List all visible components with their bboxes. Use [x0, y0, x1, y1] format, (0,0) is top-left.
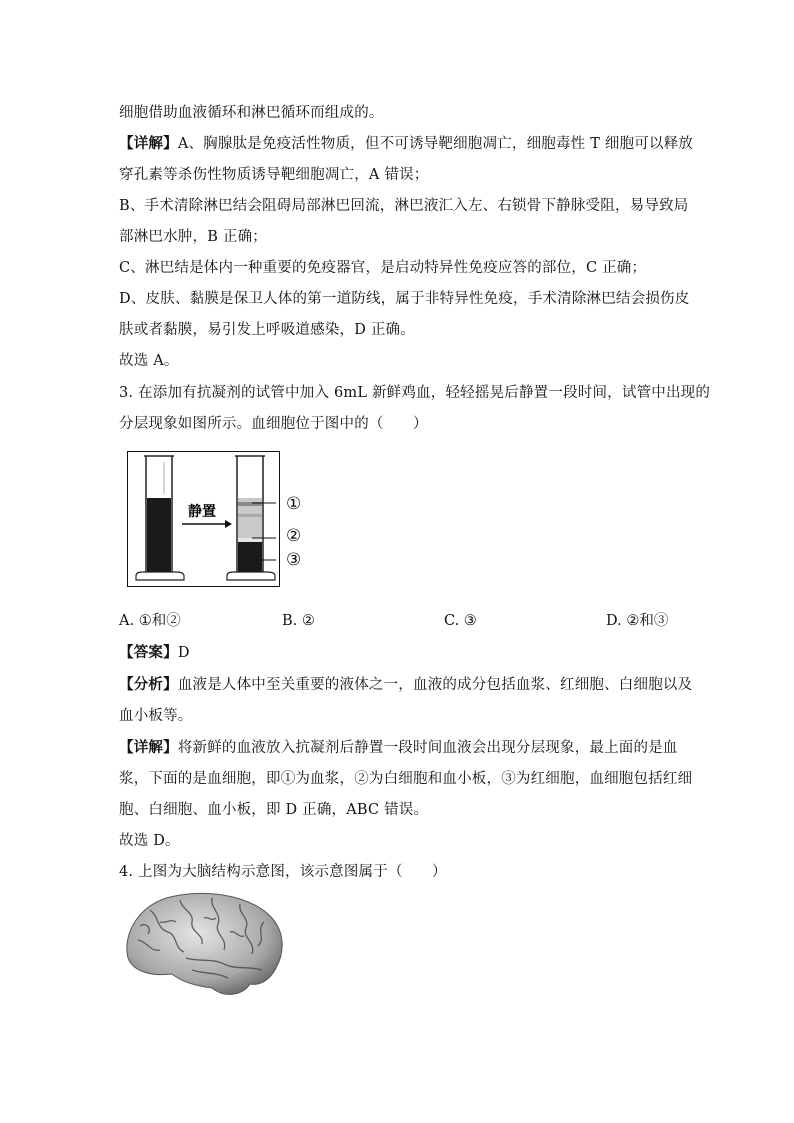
- option-a: A. ①和②: [119, 613, 181, 629]
- question-3-text: 3. 在添加有抗凝剂的试管中加入 6mL 新鲜鸡血，轻轻摇晃后静置一段时间，试管中出现的: [119, 385, 711, 401]
- detail-line: 【详解】将新鲜的血液放入抗凝剂后静置一段时间血液会出现分层现象，最上面的是血: [119, 739, 678, 756]
- text-line: 故选 D。: [119, 833, 180, 849]
- question-4-text: 4. 上图为大脑结构示意图，该示意图属于（ ）: [119, 864, 447, 880]
- test-tube-figure: [127, 451, 280, 587]
- text-line: 故选 A。: [119, 353, 179, 369]
- left-tube: [136, 456, 184, 580]
- label-2: ②: [286, 526, 302, 546]
- text-line: B、手术清除淋巴结会阻碍局部淋巴回流，淋巴液汇入左、右锁骨下静脉受阻，易导致局: [119, 198, 689, 214]
- option-c: C. ③: [444, 613, 477, 629]
- detail-line: 浆，下面的是血细胞，即①为血浆，②为白细胞和血小板，③为红细胞，血细胞包括红细: [119, 771, 693, 787]
- text-line: C、淋巴结是体内一种重要的免疫器官，是启动特异性免疫应答的部位，C 正确；: [119, 260, 647, 276]
- arrow: [182, 503, 232, 528]
- text-line: 【详解】A、胸腺肽是免疫活性物质，但不可诱导靶细胞凋亡，细胞毒性 T 细胞可以释放: [119, 135, 694, 152]
- option-d: D. ②和③: [606, 613, 669, 629]
- text-line: 细胞借助血液循环和淋巴循环而组成的。: [119, 105, 384, 121]
- right-tube: [227, 456, 275, 580]
- detail-line: 胞、白细胞、血小板，即 D 正确，ABC 错误。: [119, 802, 429, 818]
- analysis-line: 【分析】血液是人体中至关重要的液体之一，血液的成分包括血浆、红细胞、白细胞以及: [119, 676, 693, 693]
- test-tube-diagram: [128, 452, 278, 585]
- text-line: 部淋巴水肿，B 正确；: [119, 229, 267, 245]
- arrow-label: 静置: [188, 504, 216, 520]
- option-b: B. ②: [282, 613, 315, 629]
- label-1: ①: [286, 494, 302, 514]
- text-line: 肤或者黏膜，易引发上呼吸道感染，D 正确。: [119, 322, 415, 338]
- text-line: D、皮肤、黏膜是保卫人体的第一道防线，属于非特异性免疫，手术清除淋巴结会损伤皮: [119, 291, 690, 307]
- question-3-text: 分层现象如图所示。血细胞位于图中的（ ）: [119, 416, 428, 432]
- text-line: 穿孔素等杀伤性物质诱导靶细胞凋亡，A 错误；: [119, 167, 429, 183]
- brain-illustration: [120, 888, 286, 1000]
- label-3: ③: [286, 550, 302, 570]
- analysis-line: 血小板等。: [119, 708, 193, 724]
- answer-line: 【答案】D: [119, 644, 190, 661]
